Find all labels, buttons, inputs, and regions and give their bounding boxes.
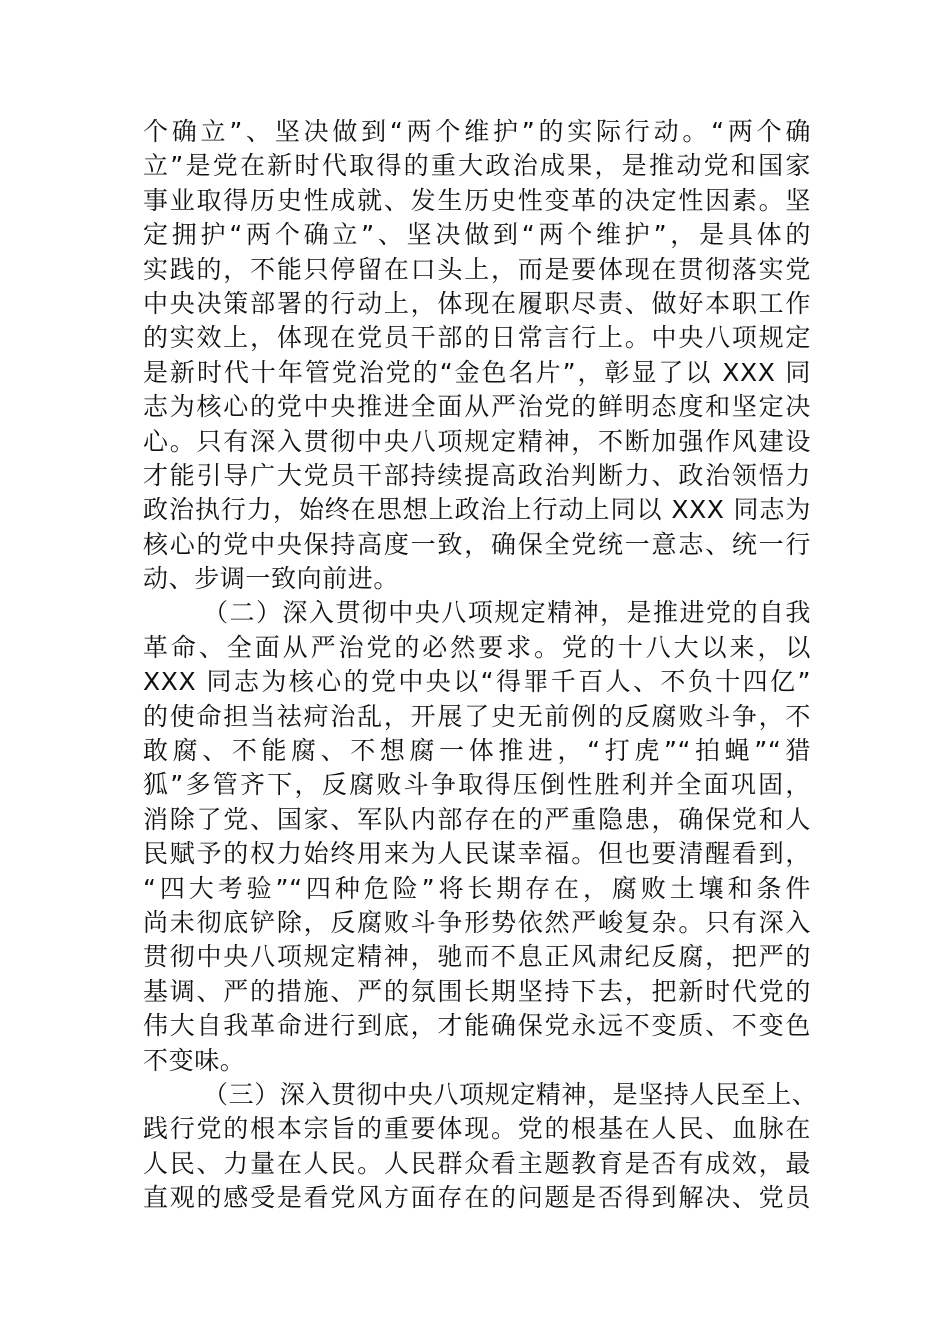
text-line: 民赋予的权力始终用来为人民谋幸福。但也要清醒看到， (143, 839, 811, 869)
text-line: 的实效上，体现在党员干部的日常言行上。中央八项规定 (143, 323, 811, 353)
text-line: 直观的感受是看党风方面存在的问题是否得到解决、党员 (143, 1183, 811, 1213)
text-line: 事业取得历史性成就、发生历史性变革的决定性因素。坚 (143, 185, 811, 215)
text-line: 贯彻中央八项规定精神，驰而不息正风肃纪反腐，把严的 (143, 942, 811, 972)
paragraph-first-line: （三）深入贯彻中央八项规定精神，是坚持人民至上、 (203, 1079, 818, 1109)
text-line: 动、步调一致向前进。 (143, 564, 400, 594)
text-line: 不变味。 (143, 1045, 246, 1075)
text-line: 革命、全面从严治党的必然要求。党的十八大以来，以 (143, 632, 811, 662)
text-line: 是新时代十年管党治党的“金色名片”，彰显了以 XXX 同 (143, 357, 811, 387)
text-line: 伟大自我革命进行到底，才能确保党永远不变质、不变色 (143, 1011, 811, 1041)
text-line: 中央决策部署的行动上，体现在履职尽责、做好本职工作 (143, 288, 811, 318)
text-line: 消除了党、国家、军队内部存在的严重隐患，确保党和人 (143, 804, 811, 834)
text-line: 心。只有深入贯彻中央八项规定精神，不断加强作风建设 (143, 426, 811, 456)
text-line: 实践的，不能只停留在口头上，而是要体现在贯彻落实党 (143, 254, 811, 284)
paragraph-first-line: （二）深入贯彻中央八项规定精神，是推进党的自我 (203, 598, 811, 628)
text-line: 政治执行力，始终在思想上政治上行动上同以 XXX 同志为 (143, 495, 811, 525)
text-line: 人民、力量在人民。人民群众看主题教育是否有成效，最 (143, 1148, 811, 1178)
text-line: 志为核心的党中央推进全面从严治党的鲜明态度和坚定决 (143, 392, 811, 422)
text-line: 敢腐、不能腐、不想腐一体推进，“打虎”“拍蝇”“猎 (143, 736, 811, 766)
text-line: “四大考验”“四种危险”将长期存在，腐败土壤和条件 (143, 873, 811, 903)
text-line: 才能引导广大党员干部持续提高政治判断力、政治领悟力 (143, 460, 811, 490)
text-line: 狐”多管齐下，反腐败斗争取得压倒性胜利并全面巩固， (143, 770, 811, 800)
text-line: 尚未彻底铲除，反腐败斗争形势依然严峻复杂。只有深入 (143, 907, 811, 937)
text-line: 基调、严的措施、严的氛围长期坚持下去，把新时代党的 (143, 976, 811, 1006)
text-line: 立”是党在新时代取得的重大政治成果，是推动党和国家 (143, 151, 811, 181)
text-line: 定拥护“两个确立”、坚决做到“两个维护”，是具体的 (143, 220, 811, 250)
text-line: XXX 同志为核心的党中央以“得罪千百人、不负十四亿” (143, 667, 811, 697)
text-line: 践行党的根本宗旨的重要体现。党的根基在人民、血脉在 (143, 1114, 811, 1144)
text-line: 的使命担当祛疴治乱，开展了史无前例的反腐败斗争，不 (143, 701, 811, 731)
body-text (143, 115, 818, 1216)
text-line: 核心的党中央保持高度一致，确保全党统一意志、统一行 (143, 529, 811, 559)
text-line: 个确立”、坚决做到“两个维护”的实际行动。“两个确 (143, 117, 811, 146)
